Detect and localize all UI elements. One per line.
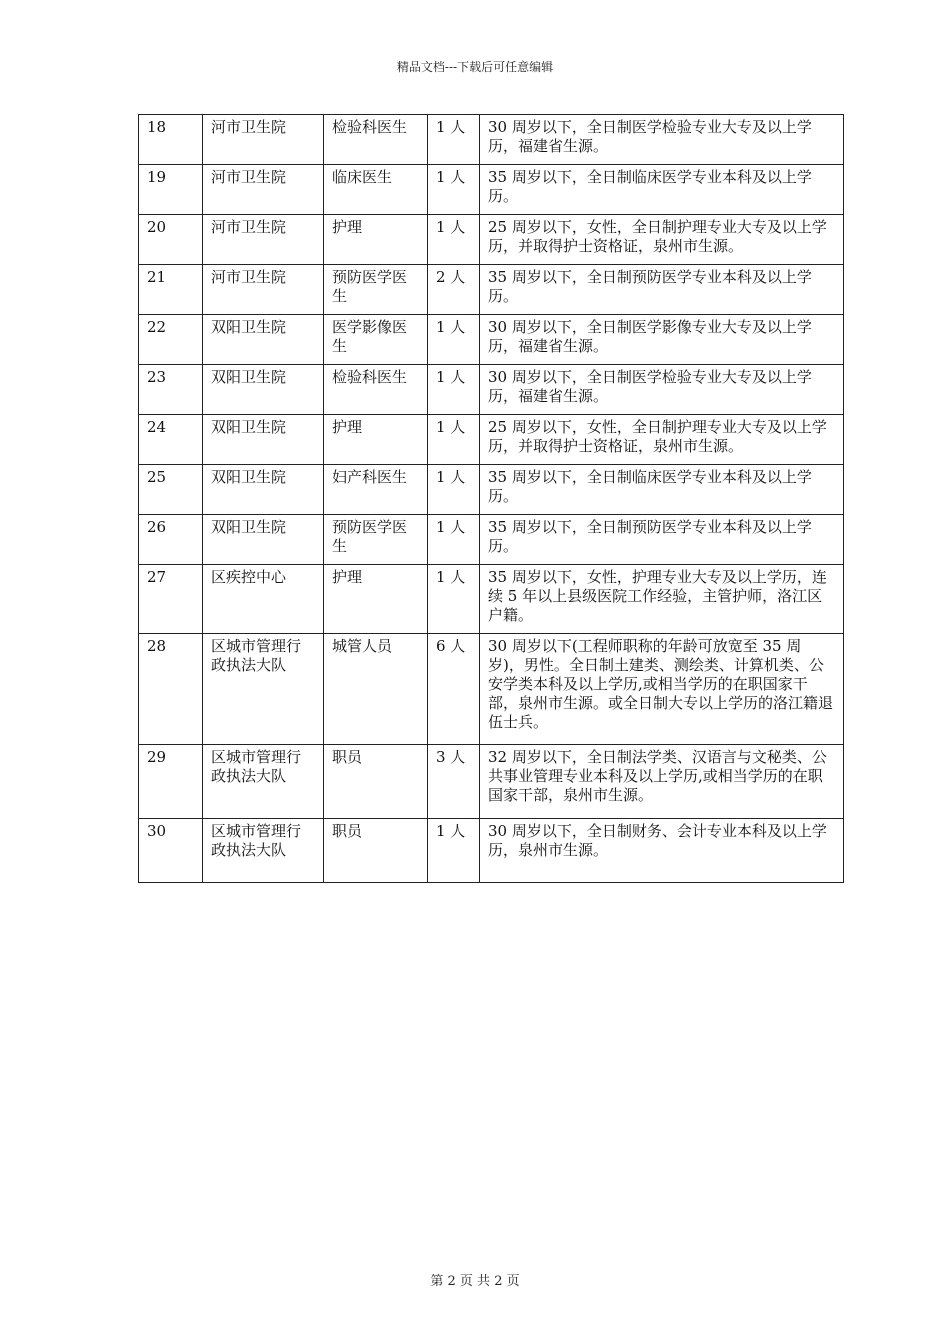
cell-no: 28 bbox=[139, 634, 203, 745]
table-row bbox=[139, 415, 844, 465]
cell-count: 1 人 bbox=[428, 515, 480, 565]
table-row bbox=[139, 165, 844, 215]
cell-position: 检验科医生 bbox=[324, 365, 428, 415]
cell-position: 检验科医生 bbox=[324, 115, 428, 165]
cell-count: 1 人 bbox=[428, 215, 480, 265]
cell-count: 1 人 bbox=[428, 315, 480, 365]
cell-position: 职员 bbox=[324, 745, 428, 819]
table-row bbox=[139, 465, 844, 515]
page-header: 精品文档---下载后可任意编辑 bbox=[396, 60, 554, 74]
cell-count: 1 人 bbox=[428, 565, 480, 634]
cell-count: 1 人 bbox=[428, 819, 480, 883]
table-row bbox=[139, 745, 844, 819]
cell-count: 2 人 bbox=[428, 265, 480, 315]
cell-unit: 区城市管理行政执法大队 bbox=[203, 745, 324, 819]
cell-position: 临床医生 bbox=[324, 165, 428, 215]
table-row bbox=[139, 215, 844, 265]
cell-unit: 双阳卫生院 bbox=[203, 515, 324, 565]
table-row bbox=[139, 365, 844, 415]
table-row bbox=[139, 634, 844, 745]
cell-position: 职员 bbox=[324, 819, 428, 883]
cell-no: 18 bbox=[139, 115, 203, 165]
cell-no: 30 bbox=[139, 819, 203, 883]
cell-unit: 区城市管理行政执法大队 bbox=[203, 819, 324, 883]
cell-unit: 双阳卫生院 bbox=[203, 415, 324, 465]
table-row bbox=[139, 265, 844, 315]
cell-position: 城管人员 bbox=[324, 634, 428, 745]
cell-position: 预防医学医生 bbox=[324, 265, 428, 315]
cell-requirement: 35 周岁以下，女性，护理专业大专及以上学历，连续 5 年以上县级医院工作经验，主管护师，洛江区户籍。 bbox=[480, 565, 844, 634]
cell-unit: 双阳卫生院 bbox=[203, 315, 324, 365]
table-row bbox=[139, 565, 844, 634]
cell-no: 19 bbox=[139, 165, 203, 215]
cell-requirement: 30 周岁以下(工程师职称的年龄可放宽至 35 周岁)，男性。全日制土建类、测绘类、计算机类、公安学类本科及以上学历,或相当学历的在职国家干部，泉州市生源。或全日制大专以上学历的洛江籍退伍士兵。 bbox=[480, 634, 844, 745]
cell-unit: 河市卫生院 bbox=[203, 165, 324, 215]
table-row bbox=[139, 315, 844, 365]
cell-unit: 河市卫生院 bbox=[203, 115, 324, 165]
cell-position: 护理 bbox=[324, 415, 428, 465]
table-row bbox=[139, 515, 844, 565]
cell-no: 21 bbox=[139, 265, 203, 315]
cell-count: 6 人 bbox=[428, 634, 480, 745]
cell-requirement: 35 周岁以下，全日制预防医学专业本科及以上学历。 bbox=[480, 265, 844, 315]
cell-requirement: 25 周岁以下，女性，全日制护理专业大专及以上学历，并取得护士资格证，泉州市生源。 bbox=[480, 215, 844, 265]
cell-no: 20 bbox=[139, 215, 203, 265]
table-row bbox=[139, 115, 844, 165]
page-footer: 第 2 页 共 2 页 bbox=[430, 1274, 520, 1289]
cell-position: 医学影像医生 bbox=[324, 315, 428, 365]
cell-requirement: 30 周岁以下，全日制财务、会计专业本科及以上学历，泉州市生源。 bbox=[480, 819, 844, 883]
cell-no: 27 bbox=[139, 565, 203, 634]
cell-count: 1 人 bbox=[428, 365, 480, 415]
cell-position: 护理 bbox=[324, 215, 428, 265]
table-row bbox=[139, 819, 844, 883]
cell-position: 护理 bbox=[324, 565, 428, 634]
cell-requirement: 35 周岁以下，全日制预防医学专业本科及以上学历。 bbox=[480, 515, 844, 565]
cell-count: 1 人 bbox=[428, 115, 480, 165]
cell-requirement: 25 周岁以下，女性，全日制护理专业大专及以上学历，并取得护士资格证，泉州市生源。 bbox=[480, 415, 844, 465]
cell-no: 26 bbox=[139, 515, 203, 565]
cell-no: 23 bbox=[139, 365, 203, 415]
cell-requirement: 30 周岁以下，全日制医学影像专业大专及以上学历，福建省生源。 bbox=[480, 315, 844, 365]
cell-requirement: 32 周岁以下，全日制法学类、汉语言与文秘类、公共事业管理专业本科及以上学历,或相当学历的在职国家干部，泉州市生源。 bbox=[480, 745, 844, 819]
cell-position: 预防医学医生 bbox=[324, 515, 428, 565]
cell-no: 25 bbox=[139, 465, 203, 515]
cell-unit: 双阳卫生院 bbox=[203, 465, 324, 515]
cell-requirement: 35 周岁以下，全日制临床医学专业本科及以上学历。 bbox=[480, 165, 844, 215]
cell-requirement: 30 周岁以下，全日制医学检验专业大专及以上学历，福建省生源。 bbox=[480, 365, 844, 415]
cell-unit: 河市卫生院 bbox=[203, 215, 324, 265]
cell-no: 29 bbox=[139, 745, 203, 819]
cell-count: 3 人 bbox=[428, 745, 480, 819]
cell-count: 1 人 bbox=[428, 415, 480, 465]
cell-no: 24 bbox=[139, 415, 203, 465]
cell-count: 1 人 bbox=[428, 165, 480, 215]
cell-requirement: 35 周岁以下，全日制临床医学专业本科及以上学历。 bbox=[480, 465, 844, 515]
cell-requirement: 30 周岁以下，全日制医学检验专业大专及以上学历，福建省生源。 bbox=[480, 115, 844, 165]
cell-position: 妇产科医生 bbox=[324, 465, 428, 515]
cell-unit: 双阳卫生院 bbox=[203, 365, 324, 415]
cell-unit: 区城市管理行政执法大队 bbox=[203, 634, 324, 745]
recruitment-table bbox=[138, 114, 844, 883]
cell-no: 22 bbox=[139, 315, 203, 365]
cell-unit: 区疾控中心 bbox=[203, 565, 324, 634]
table-body bbox=[139, 115, 844, 883]
cell-count: 1 人 bbox=[428, 465, 480, 515]
cell-unit: 河市卫生院 bbox=[203, 265, 324, 315]
